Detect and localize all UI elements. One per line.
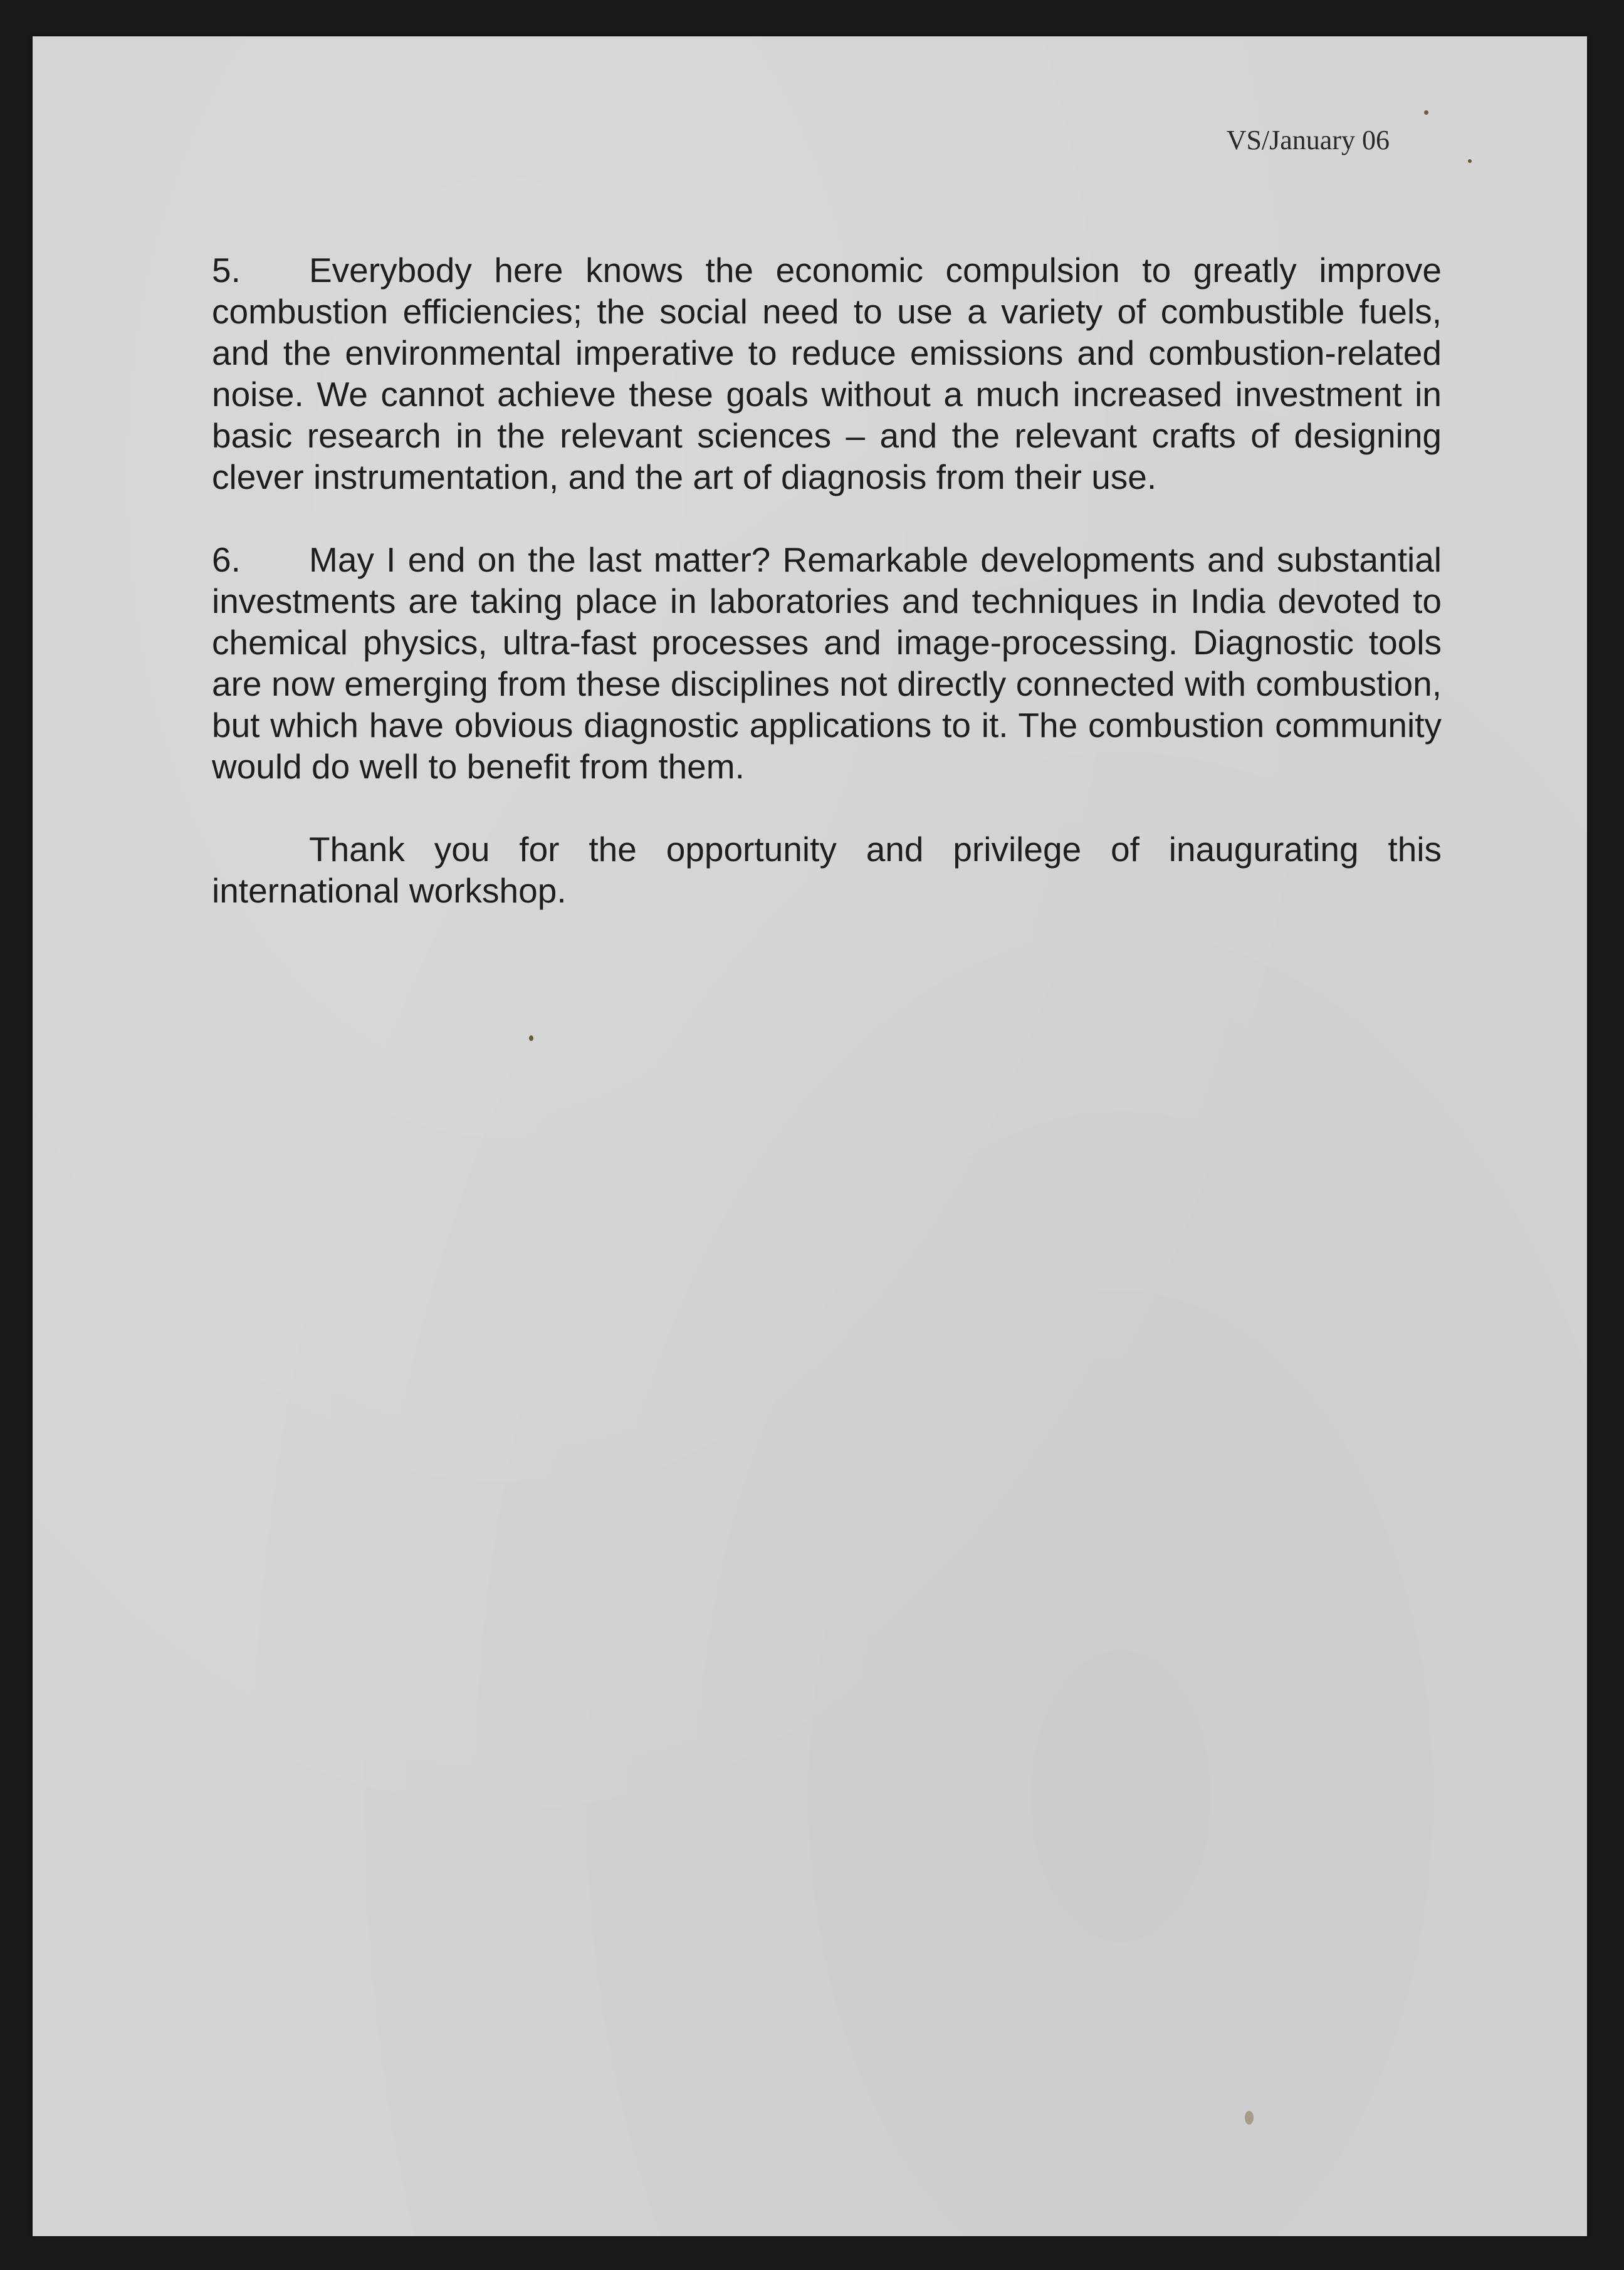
document-page: [33, 36, 1587, 2236]
closing-text: Thank you for the opportunity and privilege of inaugurating this international workshop.: [212, 830, 1442, 910]
closing-paragraph: [212, 829, 1442, 911]
paper-speck: [1468, 159, 1472, 163]
paper-speck: [529, 1035, 533, 1041]
paragraph-text: May I end on the last matter? Remarkable developments and substantial investments are taking place in laboratories and techniques in India devoted to chemical physics, ultra-fast processes and image-processing. Diagnostic tools are now emerging from these disciplines not directly connected with combustion, but which have obvious diagnostic applications to it. The combustion community would do well to benefit from them.: [212, 540, 1442, 786]
paragraph-5: [212, 249, 1442, 498]
paragraph-number: 6.: [212, 540, 241, 579]
document-reference: VS/January 06: [1226, 125, 1390, 155]
paper-speck: [1424, 110, 1428, 115]
paper-speck: [1245, 2111, 1254, 2125]
document-body: [212, 249, 1442, 953]
paragraph-number: 5.: [212, 251, 241, 290]
paragraph-6: [212, 539, 1442, 787]
paragraph-text: Everybody here knows the economic compulsion to greatly improve combustion efficiencies; the social need to use a variety of combustible fuels, and the environmental imperative to reduce emissions and combustion-related noise. We cannot achieve these goals without a much increased investment in basic research in the relevant sciences – and the relevant crafts of designing clever instrumentation, and the art of diagnosis from their use.: [212, 251, 1442, 496]
